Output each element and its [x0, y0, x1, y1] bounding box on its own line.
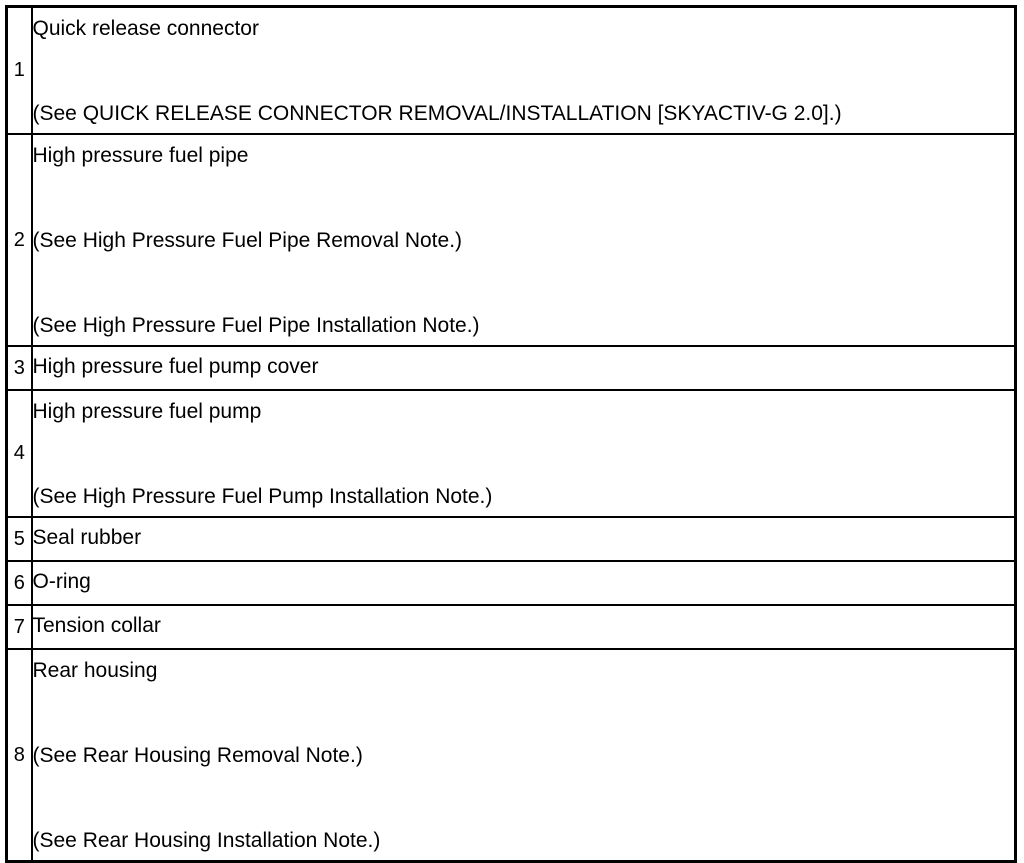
table-row	[7, 134, 1016, 346]
row-description	[32, 605, 1016, 649]
row-description	[32, 517, 1016, 561]
table-row	[7, 390, 1016, 517]
part-name: Quick release connector	[32, 17, 259, 40]
reference-note: (See High Pressure Fuel Pipe Removal Note.)	[32, 229, 463, 252]
parts-table	[5, 5, 1017, 863]
part-name: O-ring	[32, 570, 91, 593]
table-row	[7, 605, 1016, 649]
table-row	[7, 346, 1016, 390]
reference-note: (See Rear Housing Removal Note.)	[32, 744, 363, 767]
row-number: 8	[7, 649, 32, 862]
row-description	[32, 346, 1016, 390]
row-number: 4	[7, 390, 32, 517]
reference-note: (See Rear Housing Installation Note.)	[32, 829, 381, 852]
row-description	[32, 390, 1016, 517]
row-description	[32, 649, 1016, 862]
part-name: High pressure fuel pipe	[32, 144, 249, 167]
part-name: High pressure fuel pump	[32, 400, 262, 423]
row-description	[32, 7, 1016, 135]
reference-note: (See High Pressure Fuel Pump Installation Note.)	[32, 485, 493, 508]
reference-note: (See QUICK RELEASE CONNECTOR REMOVAL/INSTALLATION [SKYACTIV-G 2.0].)	[32, 102, 842, 125]
reference-note: (See High Pressure Fuel Pipe Installation Note.)	[32, 314, 480, 337]
table-row	[7, 517, 1016, 561]
row-number: 3	[7, 346, 32, 390]
part-name: High pressure fuel pump cover	[32, 355, 319, 378]
part-name: Rear housing	[32, 659, 158, 682]
row-number: 2	[7, 134, 32, 346]
part-name: Tension collar	[32, 614, 161, 637]
table-row	[7, 7, 1016, 135]
row-number: 7	[7, 605, 32, 649]
row-description	[32, 561, 1016, 605]
row-number: 6	[7, 561, 32, 605]
part-name: Seal rubber	[32, 526, 142, 549]
row-number: 1	[7, 7, 32, 135]
row-description	[32, 134, 1016, 346]
row-number: 5	[7, 517, 32, 561]
table-row	[7, 649, 1016, 862]
table-row	[7, 561, 1016, 605]
